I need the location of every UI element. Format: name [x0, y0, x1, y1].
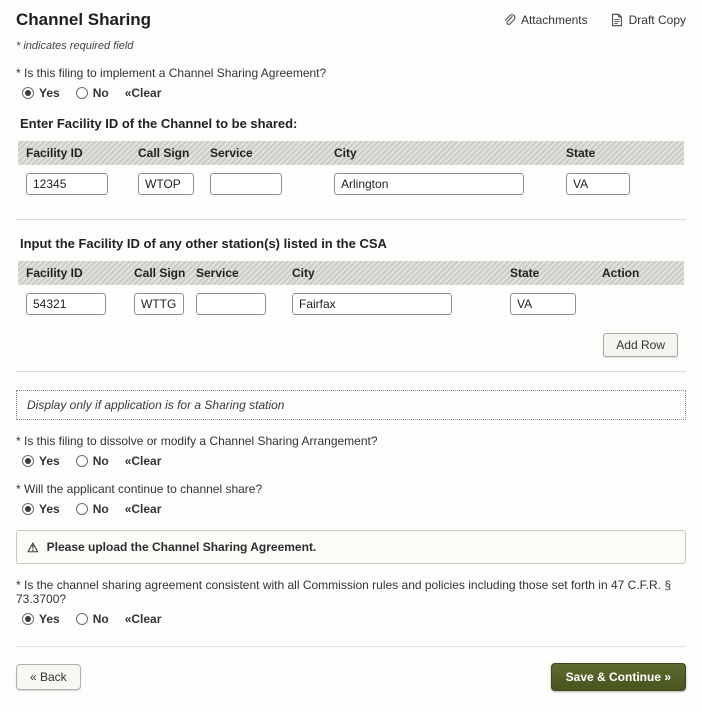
column-header-call-sign: Call Sign — [138, 146, 190, 160]
q1-no-radio[interactable] — [76, 87, 88, 99]
other-stations-row — [18, 285, 684, 325]
required-field-note: * indicates required field — [16, 40, 134, 52]
draft-copy-label: Draft Copy — [628, 13, 686, 27]
other-call-sign-input[interactable] — [134, 293, 184, 315]
column-header-action: Action — [602, 266, 640, 280]
q4-no-label: No — [92, 612, 109, 626]
other-stations-section-title: Input the Facility ID of any other station(s) listed in the CSA — [20, 236, 387, 251]
other-city-input[interactable] — [292, 293, 452, 315]
cell-service — [196, 293, 292, 315]
q3-yes-option[interactable] — [22, 502, 60, 516]
paperclip-icon — [502, 13, 516, 27]
column-header-service: Service — [210, 146, 253, 160]
shared-channel-table — [18, 141, 684, 205]
q1-yes-radio[interactable] — [22, 87, 34, 99]
q4-no-radio[interactable] — [76, 613, 88, 625]
divider — [16, 219, 686, 220]
q4-no-option[interactable] — [76, 612, 109, 626]
other-stations-table — [18, 261, 684, 357]
shared-channel-header-row — [18, 141, 684, 165]
column-header-state: State — [510, 266, 540, 280]
q3-no-option[interactable] — [76, 502, 109, 516]
column-header-city: City — [292, 266, 315, 280]
back-button[interactable]: « Back — [16, 664, 81, 690]
q4-yes-label: Yes — [39, 612, 60, 626]
other-stations-header-row — [18, 261, 684, 285]
cell-facility-id — [26, 173, 138, 195]
shared-channel-section-title: Enter Facility ID of the Channel to be shared: — [20, 116, 298, 131]
state-input[interactable] — [566, 173, 630, 195]
q2-yes-label: Yes — [39, 454, 60, 468]
q3-no-radio[interactable] — [76, 503, 88, 515]
top-actions — [502, 10, 686, 27]
q1-yes-label: Yes — [39, 86, 60, 100]
q4-clear-link[interactable]: «Clear — [124, 612, 162, 626]
question-continue-share-options — [22, 502, 686, 516]
q2-no-radio[interactable] — [76, 455, 88, 467]
q1-clear-link[interactable]: «Clear — [124, 86, 162, 100]
column-header-service: Service — [196, 266, 239, 280]
display-only-note: Display only if application is for a Sharing station — [16, 390, 686, 420]
page-title: Channel Sharing — [16, 10, 152, 29]
question-consistent-label: * Is the channel sharing agreement consistent with all Commission rules and policies including those set forth in 47 C.F.R. § 73.3700? — [16, 578, 672, 606]
footer-bar — [16, 646, 686, 691]
q2-no-label: No — [92, 454, 109, 468]
cell-city — [292, 293, 510, 315]
q4-yes-option[interactable] — [22, 612, 60, 626]
q2-clear-link[interactable]: «Clear — [124, 454, 162, 468]
add-row-container — [18, 333, 678, 357]
q1-no-option[interactable] — [76, 86, 109, 100]
column-header-call-sign: Call Sign — [134, 266, 186, 280]
upload-warning-box — [16, 530, 686, 564]
question-dissolve-label: * Is this filing to dissolve or modify a Channel Sharing Arrangement? — [16, 434, 378, 448]
top-bar — [16, 10, 686, 30]
q2-no-option[interactable] — [76, 454, 109, 468]
attachments-label: Attachments — [520, 13, 588, 27]
cell-city — [334, 173, 566, 195]
question-continue-share-label: * Will the applicant continue to channel share? — [16, 482, 263, 496]
q2-yes-radio[interactable] — [22, 455, 34, 467]
service-input[interactable] — [210, 173, 282, 195]
column-header-facility-id: Facility ID — [26, 146, 83, 160]
q3-yes-label: Yes — [39, 502, 60, 516]
q3-no-label: No — [92, 502, 109, 516]
facility-id-input[interactable] — [26, 173, 108, 195]
cell-service — [210, 173, 334, 195]
column-header-city: City — [334, 146, 357, 160]
q1-no-label: No — [92, 86, 109, 100]
q3-yes-radio[interactable] — [22, 503, 34, 515]
question-implement-options — [22, 86, 686, 100]
save-continue-button[interactable]: Save & Continue » — [551, 663, 686, 691]
divider — [16, 371, 686, 372]
warning-icon: ⚠ — [27, 539, 39, 555]
shared-channel-row — [18, 165, 684, 205]
document-icon — [610, 13, 624, 27]
question-dissolve-options — [22, 454, 686, 468]
other-state-input[interactable] — [510, 293, 576, 315]
question-consistent-options — [22, 612, 686, 626]
q3-clear-link[interactable]: «Clear — [124, 502, 162, 516]
upload-warning-text: Please upload the Channel Sharing Agreement. — [46, 540, 317, 554]
other-service-input[interactable] — [196, 293, 266, 315]
cell-facility-id — [26, 293, 134, 315]
q1-yes-option[interactable] — [22, 86, 60, 100]
cell-call-sign — [134, 293, 196, 315]
cell-state — [566, 173, 676, 195]
q2-yes-option[interactable] — [22, 454, 60, 468]
add-row-button[interactable]: Add Row — [603, 333, 678, 357]
draft-copy-button[interactable] — [610, 13, 686, 27]
other-facility-id-input[interactable] — [26, 293, 106, 315]
q4-yes-radio[interactable] — [22, 613, 34, 625]
cell-state — [510, 293, 602, 315]
attachments-button[interactable] — [502, 13, 588, 27]
column-header-facility-id: Facility ID — [26, 266, 83, 280]
city-input[interactable] — [334, 173, 524, 195]
question-implement-label: * Is this filing to implement a Channel Sharing Agreement? — [16, 66, 327, 80]
column-header-state: State — [566, 146, 596, 160]
cell-call-sign — [138, 173, 210, 195]
call-sign-input[interactable] — [138, 173, 194, 195]
